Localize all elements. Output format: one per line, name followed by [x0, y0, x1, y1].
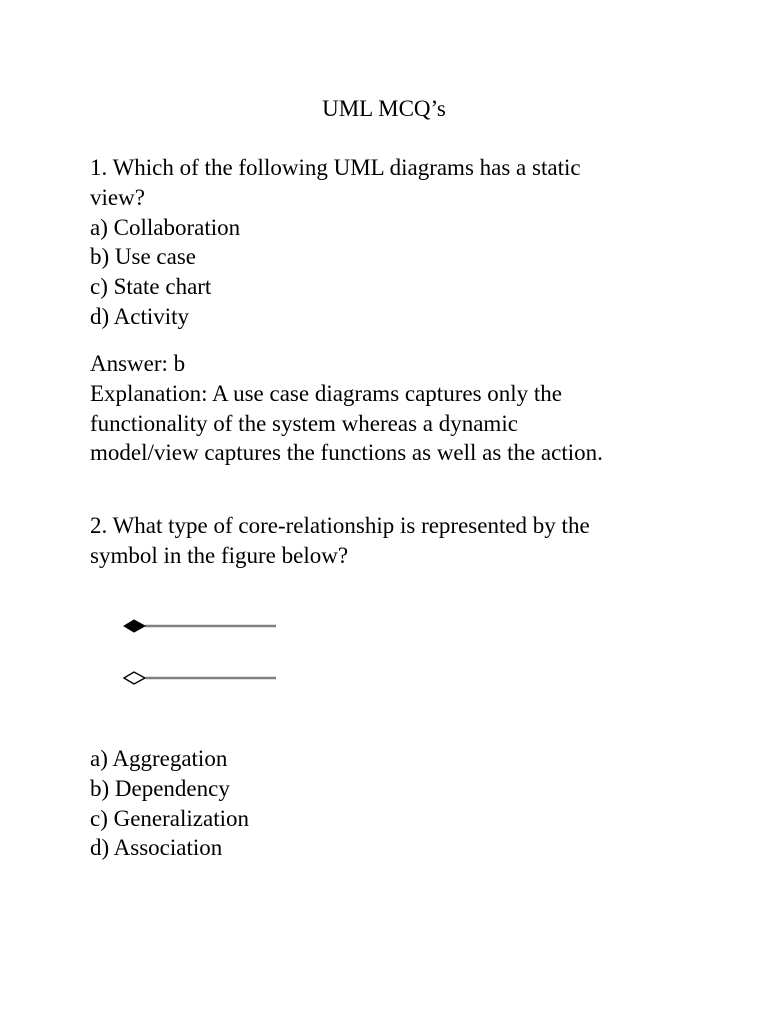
- question-1-option-d: d) Activity: [90, 303, 190, 329]
- question-2-stem-line-2: symbol in the figure below?: [90, 542, 349, 568]
- question-1-explanation-line-2: functionality of the system whereas a dynamic: [90, 410, 518, 436]
- question-1-option-a: a) Collaboration: [90, 214, 241, 240]
- question-2-option-b: b) Dependency: [90, 775, 230, 801]
- question-2-options: [90, 744, 690, 863]
- question-1-answer-block: [90, 349, 690, 468]
- question-1: [90, 153, 690, 332]
- question-1-stem-line-2: view?: [90, 184, 145, 210]
- question-2-option-c: c) Generalization: [90, 805, 249, 831]
- aggregation-symbol: [124, 672, 276, 684]
- question-2-option-d: d) Association: [90, 835, 223, 861]
- question-1-explanation-line-1: Explanation: A use case diagrams captures only the: [90, 380, 563, 406]
- question-1-answer: Answer: b: [90, 351, 186, 376]
- question-1-explanation-line-3: model/view captures the functions as well as the action.: [90, 440, 603, 466]
- composition-symbol: [124, 620, 276, 632]
- page-title: UML MCQ’s: [322, 96, 446, 121]
- relationship-symbols-figure: [118, 610, 288, 692]
- question-1-stem-line-1: 1. Which of the following UML diagrams has a static: [90, 155, 581, 180]
- question-2-option-a: a) Aggregation: [90, 746, 228, 771]
- question-1-option-b: b) Use case: [90, 244, 197, 270]
- question-1-option-c: c) State chart: [90, 274, 212, 300]
- question-2-stem-line-1: 2. What type of core-relationship is represented by the: [90, 513, 590, 538]
- hollow-diamond-icon: [124, 672, 145, 684]
- question-2: [90, 511, 690, 571]
- filled-diamond-icon: [124, 620, 145, 632]
